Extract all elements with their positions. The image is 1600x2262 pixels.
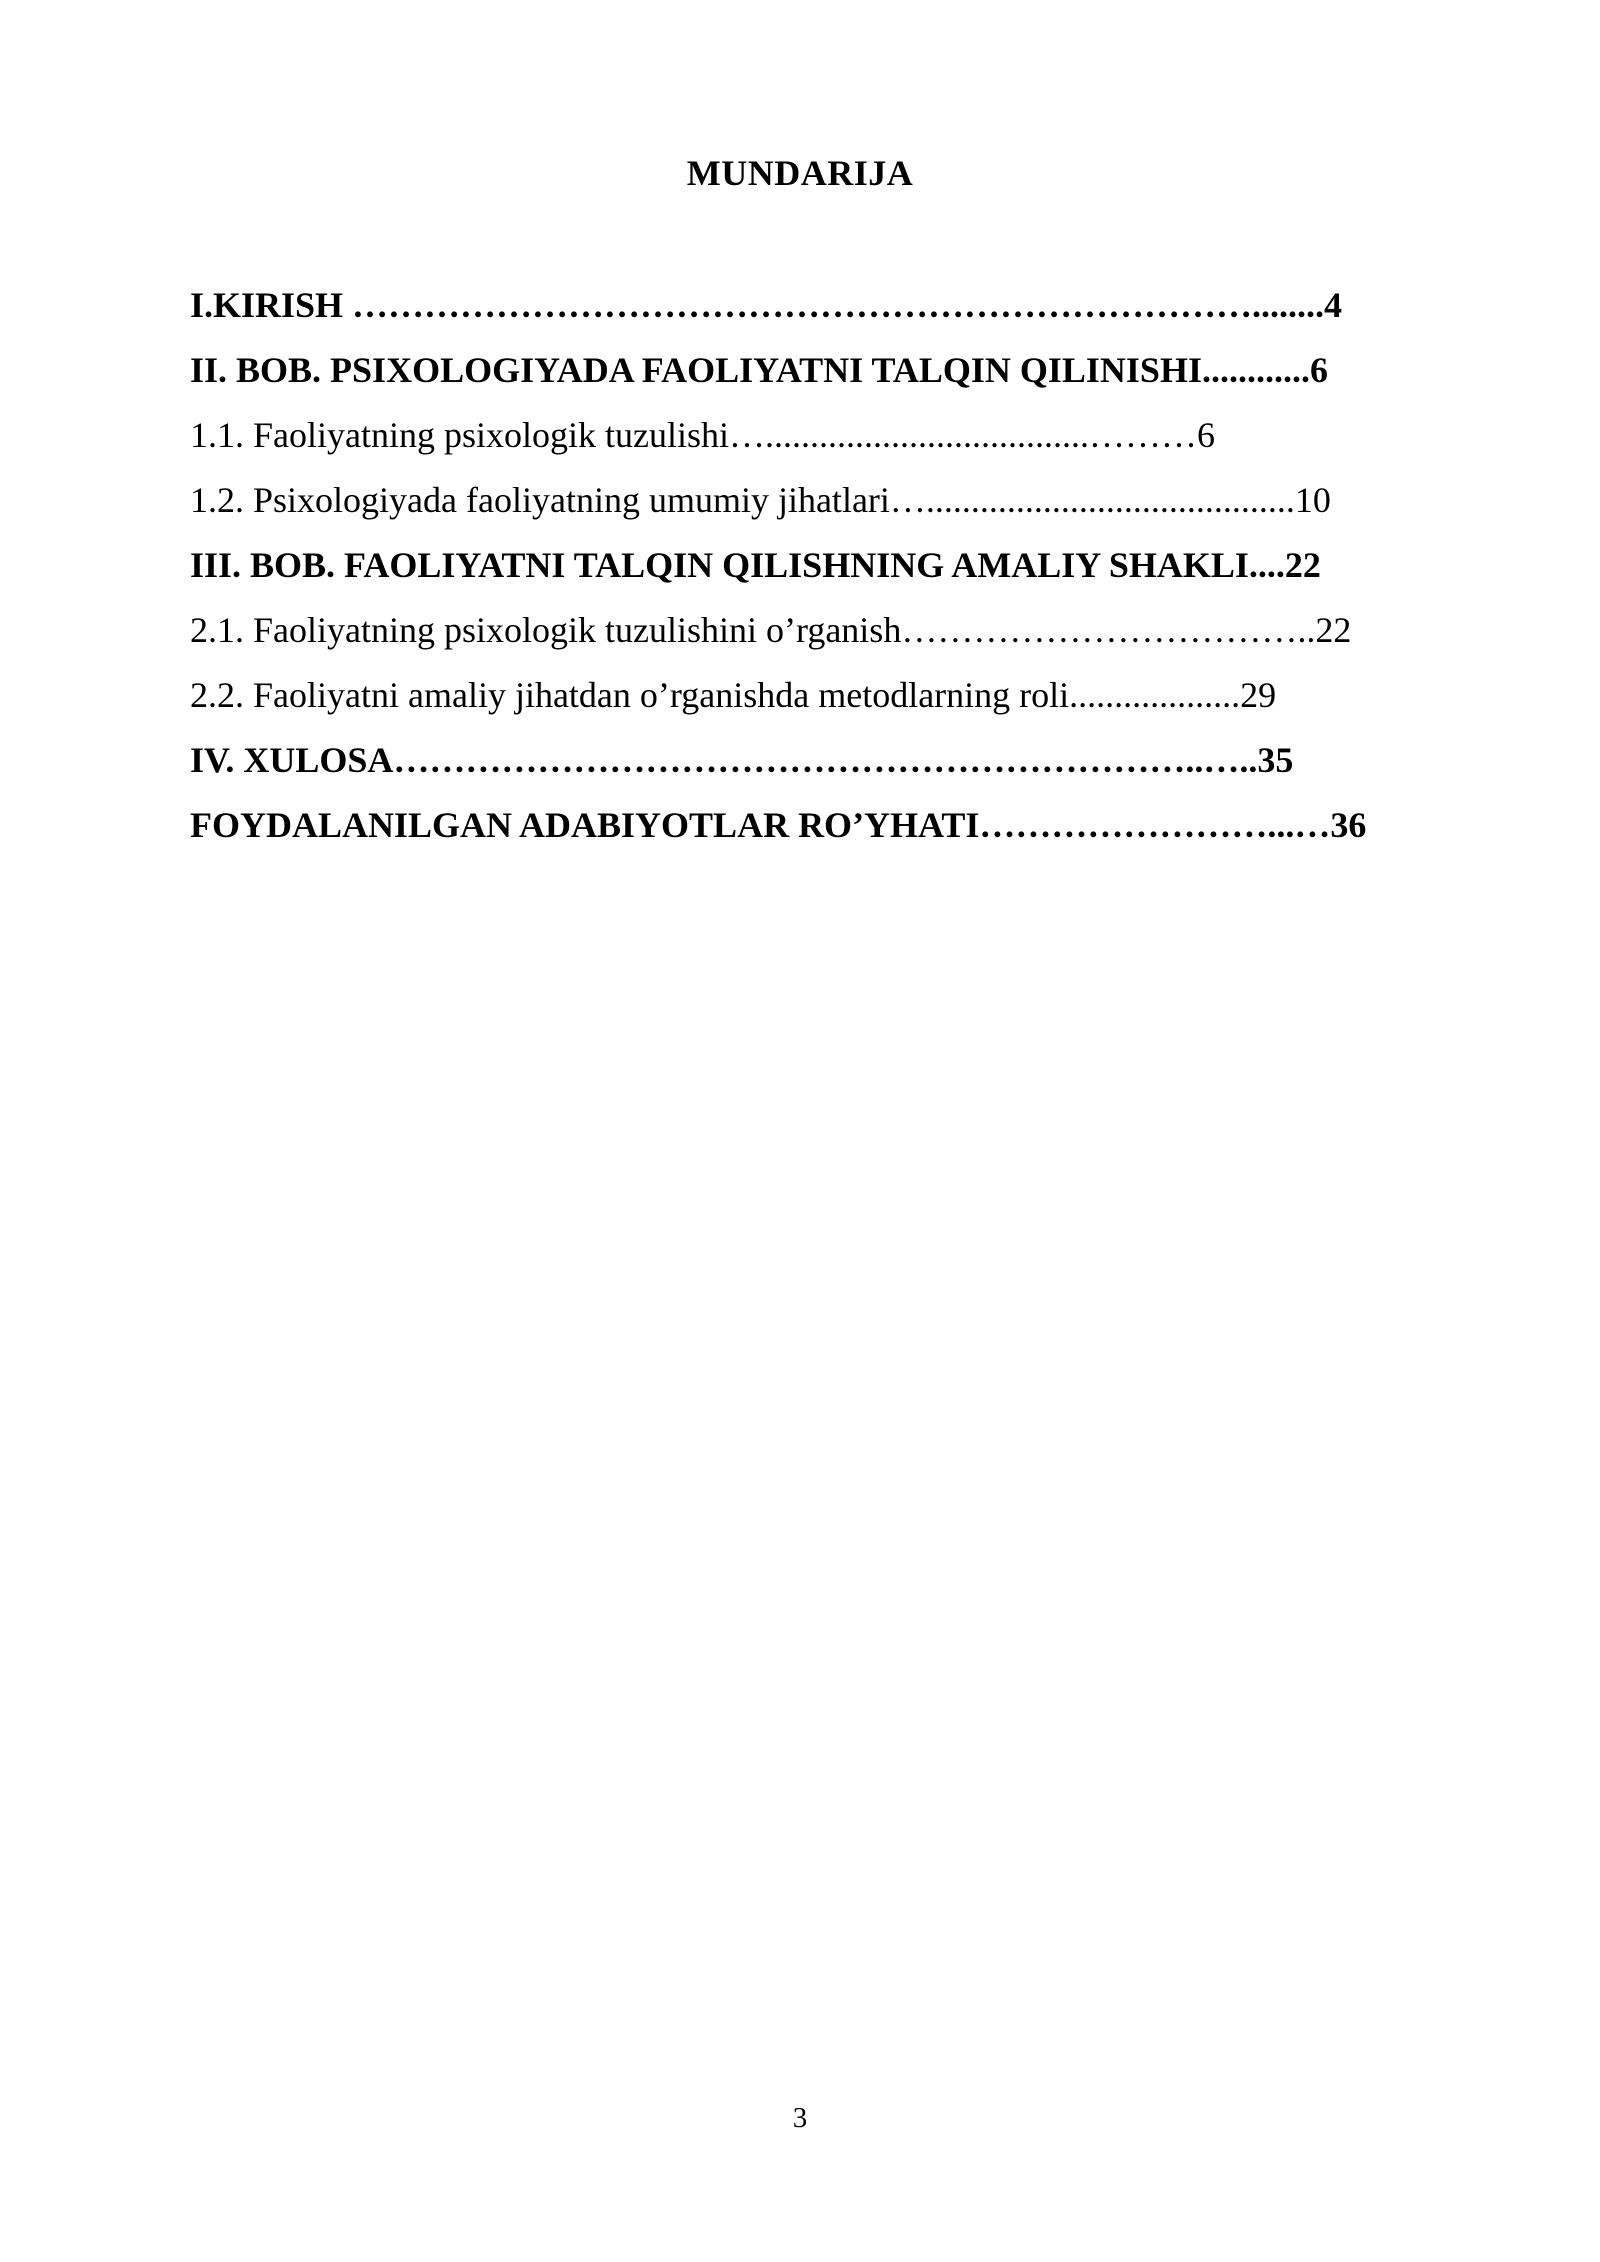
toc-entry-bibliography: FOYDALANILGAN ADABIYOTLAR RO’YHATI……………………...…36 bbox=[190, 805, 1367, 845]
toc-entry-section-1-1: 1.1. Faoliyatning psixologik tuzulishi…....................................………6 bbox=[190, 415, 1215, 455]
toc-entry-section-2-1: 2.1. Faoliyatning psixologik tuzulishini o’rganish……………………………..22 bbox=[190, 610, 1352, 650]
toc-entry-chapter-3: III. BOB. FAOLIYATNI TALQIN QILISHNING AMALIY SHAKLI....22 bbox=[190, 545, 1321, 585]
table-of-contents bbox=[190, 282, 1440, 867]
toc-entry-section-2-2: 2.2. Faoliyatni amaliy jihatdan o’rganishda metodlarning roli...................29 bbox=[190, 675, 1277, 715]
page-title: MUNDARIJA bbox=[686, 153, 914, 193]
toc-entry-conclusion: IV. XULOSA…………………………………………………………..…..35 bbox=[190, 740, 1294, 780]
page-number: 3 bbox=[792, 2102, 808, 2134]
toc-entry-chapter-2: II. BOB. PSIXOLOGIYADA FAOLIYATNI TALQIN QILINISHI............6 bbox=[190, 350, 1328, 390]
toc-entry-section-1-2: 1.2. Psixologiyada faoliyatning umumiy jihatlari….........................................10 bbox=[190, 480, 1331, 520]
toc-entry-introduction: I.KIRISH …………………………………………………………………........4 bbox=[190, 285, 1343, 325]
